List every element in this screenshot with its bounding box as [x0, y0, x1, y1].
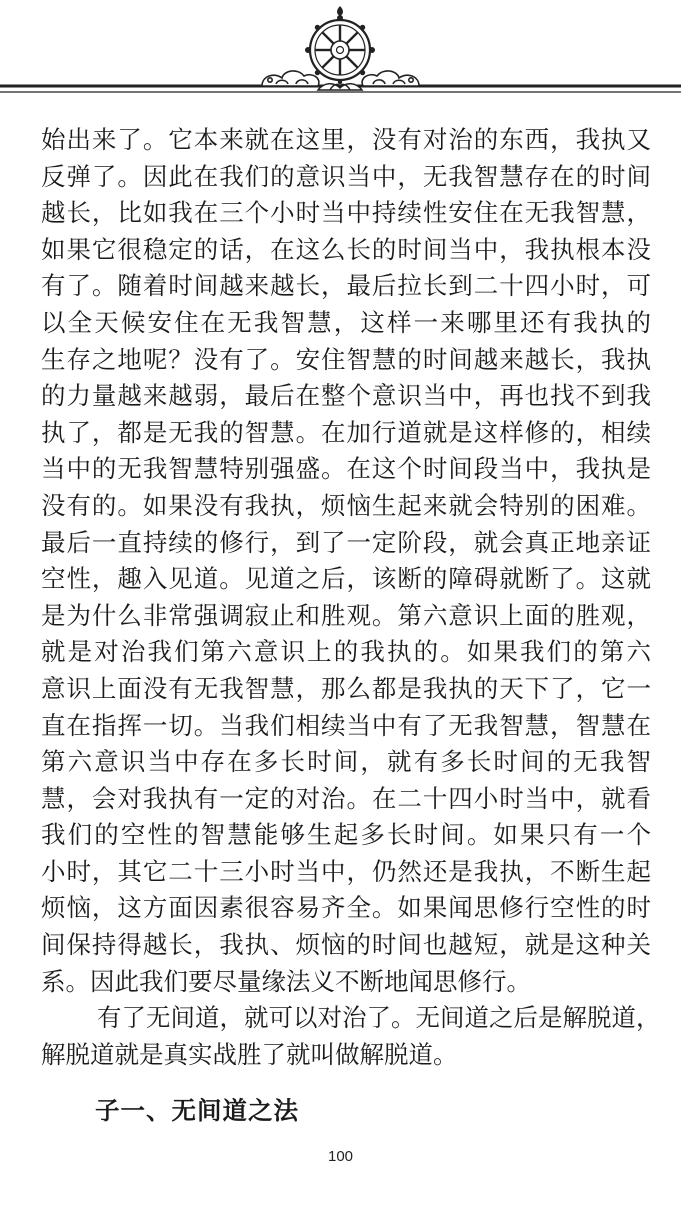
- text-line: 有了无间道，就可以对治了。无间道之后是解脱道，: [97, 1003, 661, 1033]
- body-text: [41, 122, 661, 1073]
- text-line: 生存之地呢？没有了。安住智慧的时间越来越长，我执: [41, 344, 651, 374]
- auspicious-cloud-icon: [262, 71, 319, 86]
- auspicious-cloud-icon: [362, 71, 419, 86]
- text-line: 烦恼，这方面因素很容易齐全。如果闻思修行空性的时: [41, 893, 651, 923]
- text-line: 没有的。如果没有我执，烦恼生起来就会特别的困难。: [41, 490, 651, 520]
- text-line: 是为什么非常强调寂止和胜观。第六意识上面的胜观，: [41, 600, 651, 630]
- text-line: 慧，会对我执有一定的对治。在二十四小时当中，就看: [41, 783, 651, 813]
- text-line: 第六意识当中存在多长时间，就有多长时间的无我智: [41, 747, 651, 777]
- text-line: 解脱道就是真实战胜了就叫做解脱道。: [41, 1039, 458, 1069]
- dharma-wheel-icon: [305, 6, 375, 84]
- text-line: 意识上面没有无我智慧，那么都是我执的天下了，它一: [41, 673, 651, 703]
- text-line: 始出来了。它本来就在这里，没有对治的东西，我执又: [41, 125, 651, 154]
- text-line: 执了，都是无我的智慧。在加行道就是这样修的，相续: [41, 417, 651, 447]
- text-line: 直在指挥一切。当我们相续当中有了无我智慧，智慧在: [41, 710, 651, 740]
- text-line: 我们的空性的智慧能够生起多长时间。如果只有一个: [41, 820, 651, 850]
- text-line: 间保持得越长，我执、烦恼的时间也越短，就是这种关: [41, 930, 651, 960]
- section-heading: 子一、无间道之法: [95, 1096, 299, 1125]
- text-line: 如果它很稳定的话，在这么长的时间当中，我执根本没: [41, 234, 651, 264]
- text-line: 的力量越来越弱，最后在整个意识当中，再也找不到我: [41, 381, 651, 411]
- text-line: 小时，其它二十三小时当中，仍然还是我执，不断生起: [41, 856, 651, 886]
- text-line: 有了。随着时间越来越长，最后拉长到二十四小时，可: [41, 271, 651, 301]
- header-ornament: [0, 0, 681, 110]
- text-line: 以全天候安住在无我智慧，这样一来哪里还有我执的: [41, 307, 651, 337]
- text-line: 空性，趣入见道。见道之后，该断的障碍就断了。这就: [41, 564, 651, 594]
- text-line: 就是对治我们第六意识上的我执的。如果我们的第六: [41, 637, 651, 667]
- text-line: 最后一直持续的修行，到了一定阶段，就会真正地亲证: [41, 527, 651, 557]
- text-line: 系。因此我们要尽量缘法义不断地闻思修行。: [41, 966, 531, 996]
- text-line: 反弹了。因此在我们的意识当中，无我智慧存在的时间: [41, 161, 651, 191]
- page-number: 100: [327, 1148, 354, 1165]
- text-line: 越长，比如我在三个小时当中持续性安住在无我智慧，: [41, 198, 651, 228]
- text-line: 当中的无我智慧特别强盛。在这个时间段当中，我执是: [41, 454, 651, 484]
